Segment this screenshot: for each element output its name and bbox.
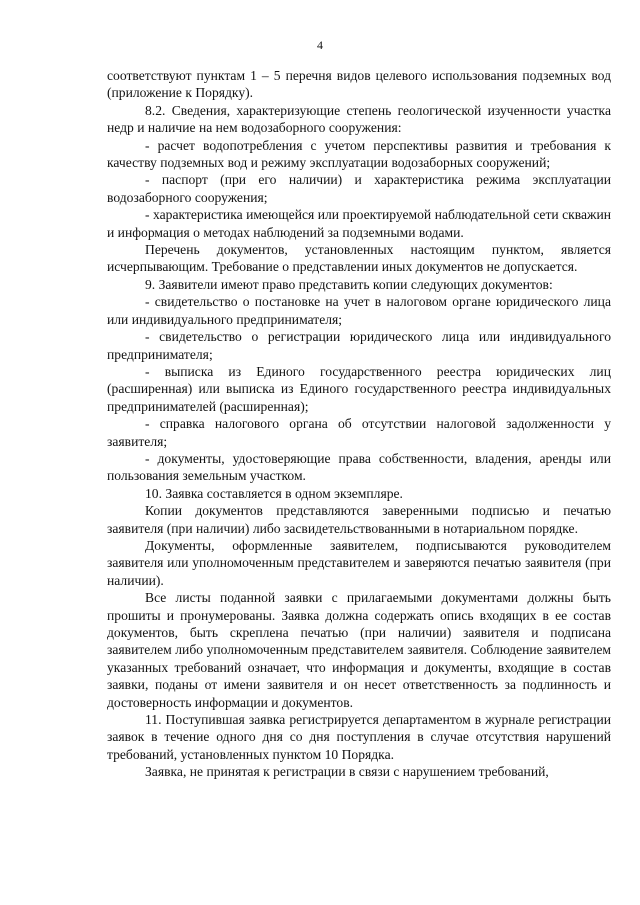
paragraph: 8.2. Сведения, характеризующие степень геологической изученности участка недр и наличие на нем водозаборного сооружения: — [107, 102, 611, 136]
document-body — [107, 67, 611, 781]
list-item: - расчет водопотребления с учетом перспективы развития и требования к качеству подземных вод и режиму эксплуатации водозаборных сооружений; — [107, 137, 611, 171]
list-item: - характеристика имеющейся или проектируемой наблюдательной сети скважин и информация о методах наблюдений за подземными водами. — [107, 207, 611, 240]
paragraph: Заявка, не принятая к регистрации в связи с нарушением требований, — [145, 764, 549, 780]
paragraph: Все листы поданной заявки с прилагаемыми документами должны быть прошиты и пронумерованы. Заявка должна содержать опись входящих в ее состав документов, быть скреплена печатью (при наличии) заявителя и подписана заявителем либо уполномоченным представителем заявителя. Соблюдение заявителем указанных требований означает, что информация и документы, входящие в состав заявки, поданы от имени заявителя и он несет ответственность за подлинность и достоверность информации и документов. — [107, 590, 611, 710]
list-item: - документы, удостоверяющие права собственности, владения, аренды или пользования земельным участком. — [107, 450, 611, 484]
paragraph: 11. Поступившая заявка регистрируется департаментом в журнале регистрации заявок в течение одного дня со дня поступления в случае отсутствия нарушений требований, установленных пунктом 10 Порядка. — [107, 712, 611, 762]
paragraph: Копии документов представляются заверенными подписью и печатью заявителя (при наличии) либо засвидетельствованными в нотариальном порядке. — [107, 503, 611, 536]
paragraph: Перечень документов, установленных настоящим пунктом, является исчерпывающим. Требование о представлении иных документов не допускается. — [107, 242, 611, 275]
list-item: - свидетельство о регистрации юридического лица или индивидуального предпринимателя; — [107, 329, 611, 362]
paragraph: Документы, оформленные заявителем, подписываются руководителем заявителя или уполномоченным представителем и заверяются печатью заявителя (при наличии). — [107, 537, 611, 588]
list-item: - свидетельство о постановке на учет в налоговом органе юридического лица или индивидуального предпринимателя; — [107, 294, 611, 327]
list-item: - паспорт (при его наличии) и характеристика режима эксплуатации водозаборного сооружения; — [107, 172, 611, 205]
list-item: - справка налогового органа об отсутствии налоговой задолженности у заявителя; — [107, 416, 611, 449]
paragraph: соответствуют пунктам 1 – 5 перечня видов целевого использования подземных вод (приложение к Порядку). — [107, 68, 611, 101]
paragraph: 9. Заявители имеют право представить копии следующих документов: — [145, 276, 553, 292]
paragraph: 10. Заявка составляется в одном экземпляре. — [145, 485, 403, 501]
list-item: - выписка из Единого государственного реестра юридических лиц (расширенная) или выписка из Единого государственного реестра индивидуальных предпринимателей (расширенная); — [107, 363, 611, 414]
page-number: 4 — [317, 38, 323, 52]
